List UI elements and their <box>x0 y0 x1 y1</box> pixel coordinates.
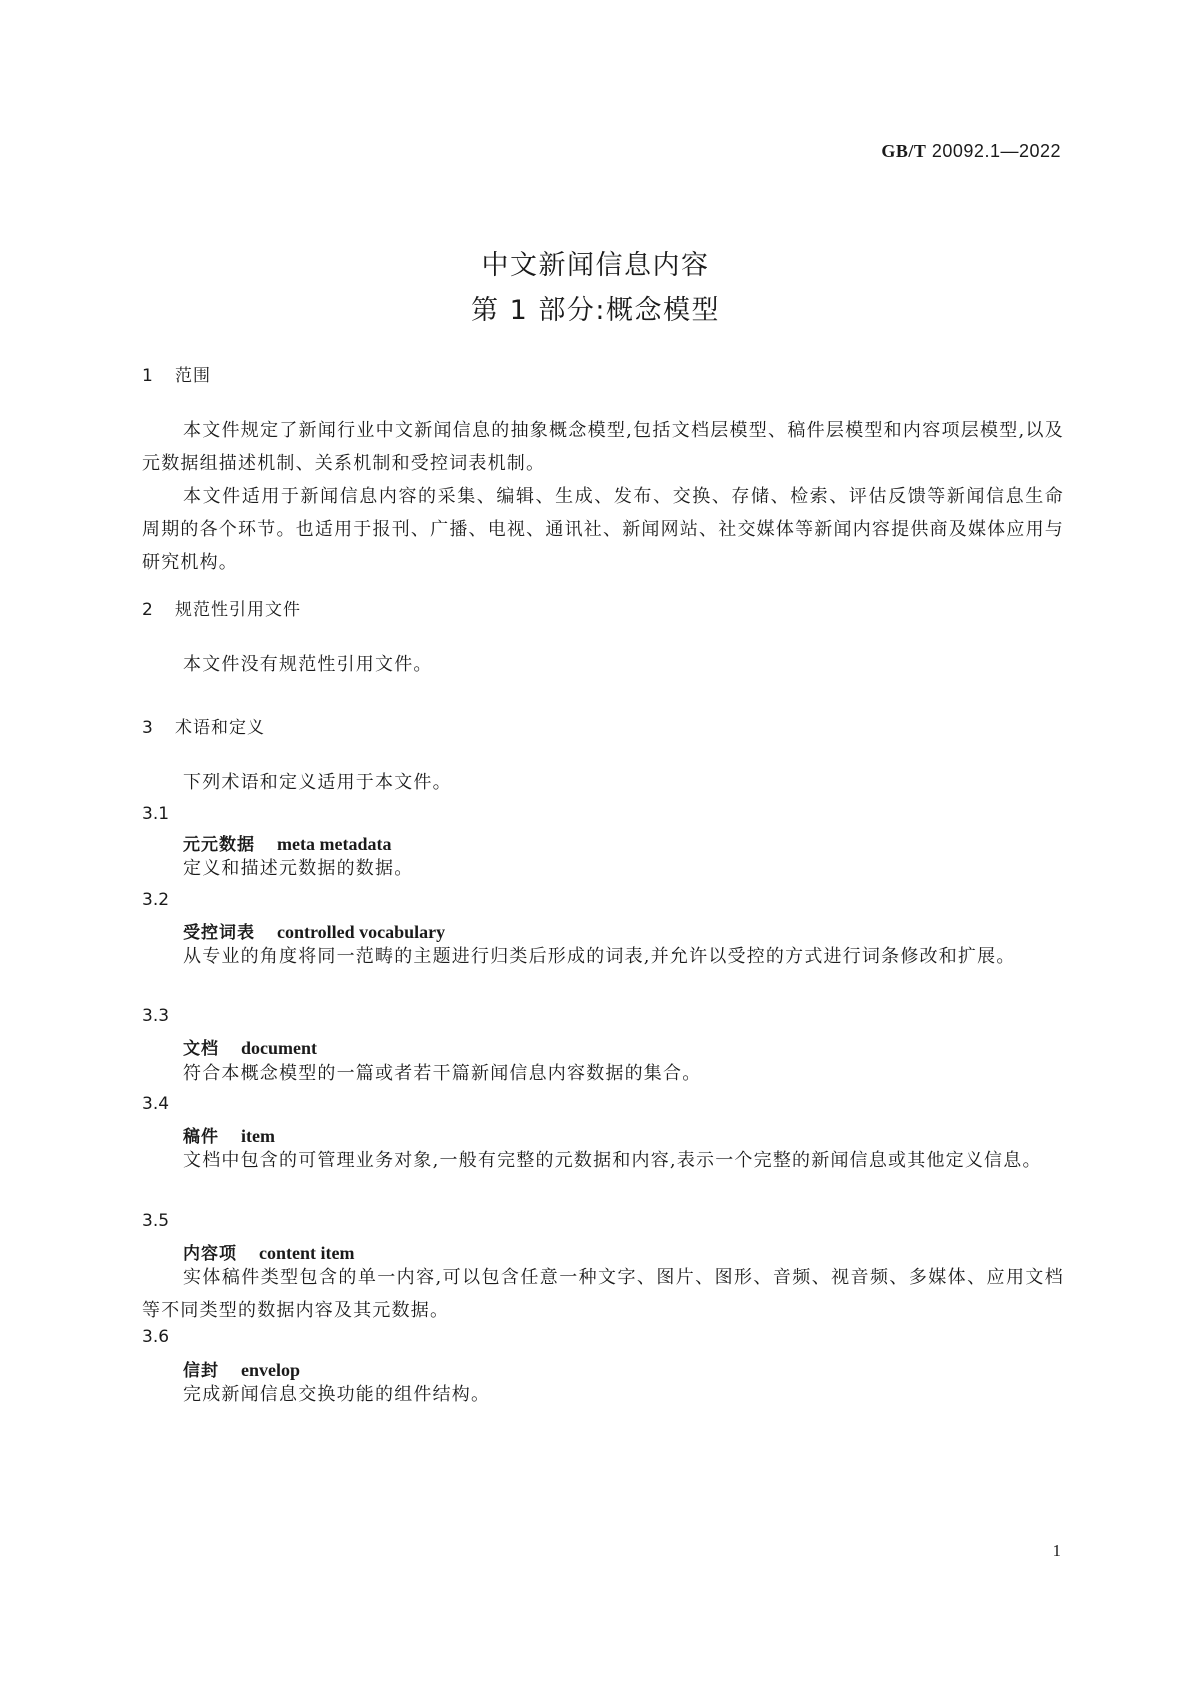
term-zh: 元元数据 <box>183 835 255 855</box>
term-number: 3.3 <box>142 1006 170 1026</box>
term-en: controlled vocabulary <box>277 922 446 942</box>
section-number: 1 <box>142 366 154 386</box>
standard-code <box>881 141 1061 162</box>
term-en: meta metadata <box>277 834 392 854</box>
term-en: document <box>241 1038 317 1058</box>
term-en: item <box>241 1126 275 1146</box>
term-number: 3.4 <box>142 1094 170 1114</box>
term-zh: 文档 <box>183 1039 219 1059</box>
normative-paragraph: 本文件没有规范性引用文件。 <box>183 654 433 675</box>
term-zh: 信封 <box>183 1361 219 1381</box>
term-zh: 内容项 <box>183 1244 237 1264</box>
term-en: envelop <box>241 1360 301 1380</box>
section-heading-normative <box>142 595 301 620</box>
term-en: content item <box>259 1243 355 1263</box>
term-definition: 定义和描述元数据的数据。 <box>183 858 414 879</box>
term-zh: 受控词表 <box>183 923 255 943</box>
term-heading <box>183 1034 317 1059</box>
section-number: 3 <box>142 718 154 738</box>
term-number: 3.2 <box>142 890 170 910</box>
document-subtitle: 第 1 部分:概念模型 <box>471 295 720 326</box>
section-number: 2 <box>142 600 154 620</box>
term-definition: 符合本概念模型的一篇或者若干篇新闻信息内容数据的集合。 <box>183 1063 702 1084</box>
term-number: 3.6 <box>142 1327 170 1347</box>
term-number: 3.5 <box>142 1211 170 1231</box>
document-title: 中文新闻信息内容 <box>481 250 710 281</box>
term-zh: 稿件 <box>183 1127 219 1147</box>
section-title: 范围 <box>175 366 211 386</box>
section-title: 术语和定义 <box>175 718 265 738</box>
term-definition: 实体稿件类型包含的单一内容,可以包含任意一种文字、图片、图形、音频、视音频、多媒体、应用文档等不同类型的数据内容及其元数据。 <box>142 1267 1064 1321</box>
term-definition: 完成新闻信息交换功能的组件结构。 <box>183 1384 491 1405</box>
scope-paragraph-2: 本文件适用于新闻信息内容的采集、编辑、生成、发布、交换、存储、检索、评估反馈等新闻信息生命周期的各个环节。也适用于报刊、广播、电视、通讯社、新闻网站、社交媒体等新闻内容提供商及媒体应用与研究机构。 <box>142 486 1064 573</box>
scope-paragraph-1: 本文件规定了新闻行业中文新闻信息的抽象概念模型,包括文档层模型、稿件层模型和内容项层模型,以及元数据组描述机制、关系机制和受控词表机制。 <box>142 420 1064 474</box>
terms-intro: 下列术语和定义适用于本文件。 <box>183 772 452 793</box>
term-definition: 从专业的角度将同一范畴的主题进行归类后形成的词表,并允许以受控的方式进行词条修改和扩展。 <box>183 946 1016 967</box>
standard-number: 20092.1—2022 <box>931 141 1061 161</box>
section-title: 规范性引用文件 <box>175 600 301 620</box>
section-heading-scope <box>142 361 211 386</box>
standard-prefix: GB/T <box>881 141 927 161</box>
page-number: 1 <box>1052 1541 1061 1560</box>
term-number: 3.1 <box>142 804 170 824</box>
term-definition: 文档中包含的可管理业务对象,一般有完整的元数据和内容,表示一个完整的新闻信息或其他定义信息。 <box>183 1150 1042 1171</box>
section-heading-terms <box>142 713 265 738</box>
